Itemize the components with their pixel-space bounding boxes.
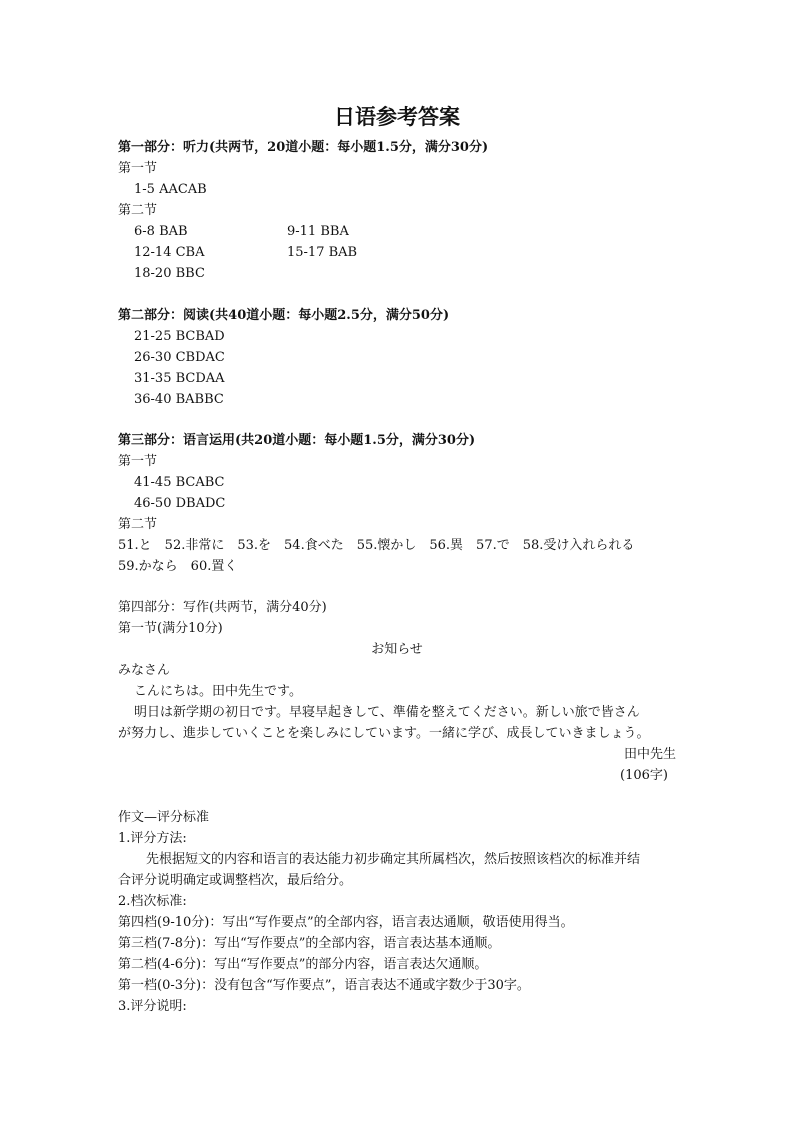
notice-body-line1: こんにちは。田中先生です。 [134, 684, 302, 699]
notice-body-line2: 明日は新学期の初日です。早寝早起きして、準備を整えてください。新しい旅で皆さん [134, 705, 640, 720]
criteria-notes-label: 3.评分说明: [118, 999, 187, 1014]
answer-group: 1-5 AACAB [134, 182, 207, 197]
part2-heading: 第二部分：阅读(共40道小题：每小题2.5分，满分50分) [118, 308, 450, 323]
answer-group: 18-20 BBC [134, 266, 205, 281]
part3-section2-label: 第二节 [118, 517, 158, 532]
part3-section1-label: 第一节 [118, 454, 158, 469]
answer-group: 21-25 BCBAD [134, 329, 225, 344]
criteria-level-1: 第一档(0-3分)：没有包含“写作要点”，语言表达不通或字数少于30字。 [118, 978, 530, 993]
criteria-levels-label: 2.档次标准: [118, 894, 187, 909]
criteria-method-text-line2: 合评分说明确定或调整档次，最后给分。 [118, 873, 353, 888]
part1-section2-label: 第二节 [118, 203, 158, 218]
answer-group: 12-14 CBA [134, 245, 205, 260]
criteria-method-text-line1: 先根据短文的内容和语言的表达能力初步确定其所属档次，然后按照该档次的标准并结 [146, 852, 641, 867]
part3-heading: 第三部分：语言运用(共20道小题：每小题1.5分，满分30分) [118, 433, 476, 448]
answer-group: 26-30 CBDAC [134, 350, 225, 365]
answer-group: 31-35 BCDAA [134, 371, 225, 386]
part1-section1-label: 第一节 [118, 161, 158, 176]
part3-section2-answers-line2: 59.かなら 60.置く [118, 559, 238, 574]
criteria-method-label: 1.评分方法: [118, 831, 187, 846]
part1-heading: 第一部分：听力(共两节，20道小题：每小题1.5分，满分30分) [118, 140, 489, 155]
notice-signature: 田中先生 [623, 747, 676, 762]
answer-group: 15-17 BAB [287, 245, 358, 260]
page-title: 日语参考答案 [334, 105, 460, 129]
part3-section2-answers-line1: 51.と 52.非常に 53.を 54.食べた 55.懐かし 56.異 57.で 58.受け入れられる [118, 538, 635, 553]
notice-greeting: みなさん [118, 663, 171, 678]
answer-group: 9-11 BBA [287, 224, 349, 239]
notice-char-count: (106字) [620, 768, 668, 783]
part4-heading: 第四部分：写作(共两节，满分40分) [118, 600, 327, 615]
answer-group: 46-50 DBADC [134, 496, 226, 511]
part4-section1-label: 第一节(满分10分) [118, 621, 223, 636]
notice-title: お知らせ [371, 642, 423, 657]
answer-group: 6-8 BAB [134, 224, 188, 239]
criteria-level-3: 第三档(7-8分)：写出“写作要点”的全部内容，语言表达基本通顺。 [118, 936, 501, 951]
criteria-level-2: 第二档(4-6分)：写出“写作要点”的部分内容，语言表达欠通顺。 [118, 957, 488, 972]
criteria-level-4: 第四档(9-10分)：写出“写作要点”的全部内容，语言表达通顺，敬语使用得当。 [118, 915, 574, 930]
answer-group: 36-40 BABBC [134, 392, 224, 407]
notice-body-line3: が努力し、進歩していくことを楽しみにしています。一緒に学び、成長していきましょう。 [118, 726, 650, 741]
criteria-heading: 作文—评分标准 [118, 810, 210, 825]
answer-group: 41-45 BCABC [134, 475, 225, 490]
